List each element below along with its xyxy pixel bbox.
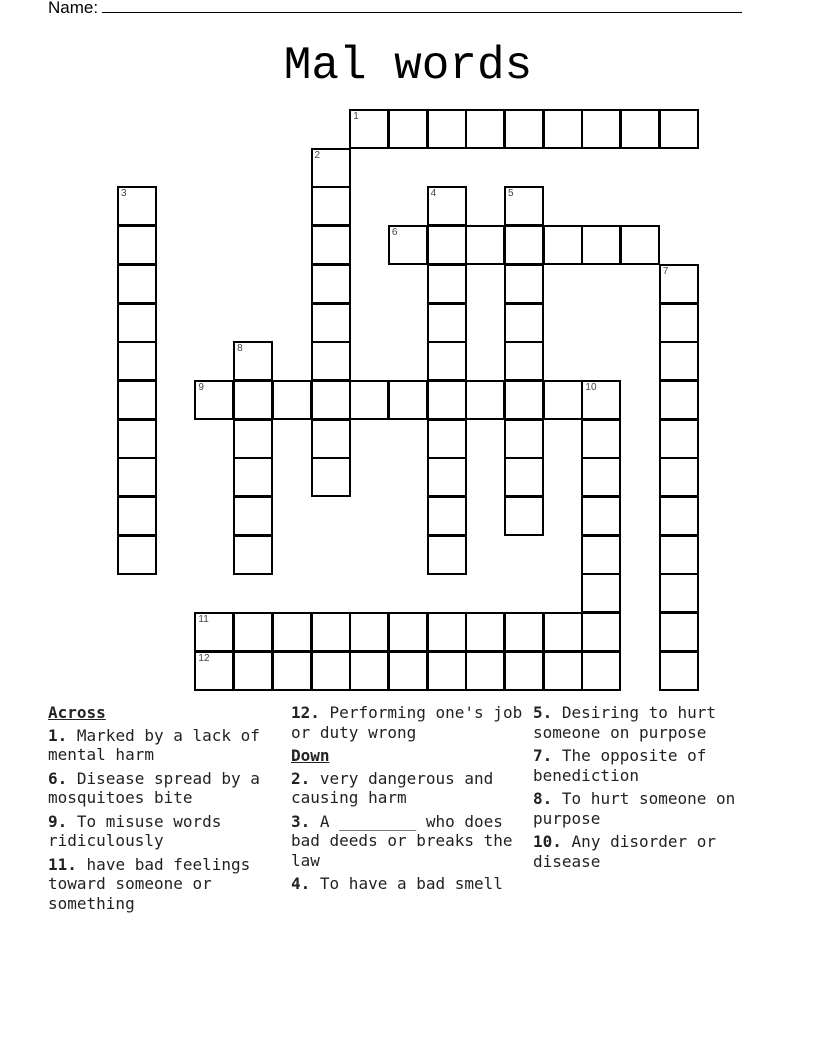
grid-cell[interactable]: [581, 535, 621, 575]
grid-cell[interactable]: [117, 535, 157, 575]
clue-number: 5: [508, 188, 514, 200]
grid-cell[interactable]: [117, 303, 157, 343]
grid-cell[interactable]: [233, 535, 273, 575]
across-clue: [48, 855, 284, 914]
grid-cell[interactable]: [581, 225, 621, 265]
grid-cell[interactable]: [427, 457, 467, 497]
clue-text: To have a bad smell: [319, 874, 503, 893]
grid-cell[interactable]: [311, 225, 351, 265]
down-heading: Down: [291, 746, 330, 765]
grid-cell[interactable]: [465, 225, 505, 265]
grid-cell[interactable]: [117, 457, 157, 497]
grid-cell[interactable]: [581, 109, 621, 149]
grid-cell[interactable]: [233, 651, 273, 691]
clue-num: 9.: [48, 811, 68, 831]
down-clue: [533, 789, 769, 828]
grid-cell[interactable]: [117, 380, 157, 420]
grid-cell[interactable]: [233, 419, 273, 459]
grid-cell[interactable]: [427, 612, 467, 652]
grid-cell[interactable]: [581, 496, 621, 536]
clue-num: 6.: [48, 768, 68, 788]
grid-cell[interactable]: [581, 612, 621, 652]
grid-cell[interactable]: [427, 419, 467, 459]
clue-num: 1.: [48, 725, 68, 745]
grid-cell[interactable]: [504, 457, 544, 497]
clue-num: 4.: [291, 874, 311, 893]
grid-cell[interactable]: [311, 612, 351, 652]
clue-text: To hurt someone on purpose: [533, 789, 736, 828]
grid-cell[interactable]: [620, 225, 660, 265]
clue-number: 11: [198, 614, 209, 626]
grid-cell[interactable]: [233, 457, 273, 497]
grid-cell[interactable]: [427, 264, 467, 304]
name-label: Name:: [48, 0, 99, 17]
down-clue: [291, 874, 527, 894]
grid-cell[interactable]: [581, 457, 621, 497]
grid-cell[interactable]: [504, 225, 544, 265]
across-clue: [48, 812, 284, 851]
grid-cell[interactable]: [194, 651, 234, 691]
clue-text: To misuse words ridiculously: [48, 811, 222, 850]
clue-text: have bad feelings toward someone or something: [48, 854, 251, 913]
grid-cell[interactable]: [311, 148, 351, 188]
grid-cell[interactable]: [659, 380, 699, 420]
grid-cell[interactable]: [311, 419, 351, 459]
down-clue: [533, 746, 769, 785]
clue-num: 7.: [533, 746, 553, 765]
grid-cell[interactable]: [659, 535, 699, 575]
grid-cell[interactable]: [504, 264, 544, 304]
clues-column-2: [291, 703, 527, 898]
grid-cell[interactable]: [465, 380, 505, 420]
clue-num: 10.: [533, 832, 562, 851]
clue-text: The opposite of benediction: [533, 746, 707, 785]
clue-num: 12.: [291, 703, 320, 722]
clue-text: Desiring to hurt someone on purpose: [533, 703, 717, 742]
grid-cell[interactable]: [659, 109, 699, 149]
grid-cell[interactable]: [194, 380, 234, 420]
grid-cell[interactable]: [504, 419, 544, 459]
clue-text: Any disorder or disease: [533, 832, 717, 871]
across-clue: [48, 726, 284, 765]
grid-cell[interactable]: [504, 109, 544, 149]
grid-cell[interactable]: [117, 496, 157, 536]
grid-cell[interactable]: [388, 109, 428, 149]
clues-column-1: [48, 703, 284, 917]
grid-cell[interactable]: [427, 303, 467, 343]
grid-cell[interactable]: [388, 225, 428, 265]
grid-cell[interactable]: [504, 341, 544, 381]
grid-cell[interactable]: [465, 612, 505, 652]
grid-cell[interactable]: [581, 419, 621, 459]
grid-cell[interactable]: [504, 651, 544, 691]
grid-cell[interactable]: [427, 225, 467, 265]
grid-cell[interactable]: [117, 225, 157, 265]
grid-cell[interactable]: [581, 651, 621, 691]
grid-cell[interactable]: [272, 380, 312, 420]
clue-num: 5.: [533, 703, 553, 722]
grid-cell[interactable]: [465, 651, 505, 691]
clue-text: Performing one's job or duty wrong: [291, 703, 523, 742]
grid-cell[interactable]: [349, 612, 389, 652]
grid-cell[interactable]: [427, 380, 467, 420]
grid-cell[interactable]: [388, 612, 428, 652]
grid-cell[interactable]: [388, 380, 428, 420]
grid-cell[interactable]: [117, 341, 157, 381]
down-clue: [533, 832, 769, 871]
clue-num: 8.: [533, 789, 553, 808]
grid-cell[interactable]: [659, 496, 699, 536]
grid-cell[interactable]: [659, 612, 699, 652]
grid-cell[interactable]: [233, 496, 273, 536]
grid-cell[interactable]: [659, 573, 699, 613]
grid-cell[interactable]: [504, 380, 544, 420]
clue-text: Disease spread by a mosquitoes bite: [48, 768, 260, 807]
grid-cell[interactable]: [465, 109, 505, 149]
grid-cell[interactable]: [117, 186, 157, 226]
down-clue: [291, 812, 527, 871]
grid-cell[interactable]: [427, 341, 467, 381]
grid-cell[interactable]: [543, 651, 583, 691]
grid-cell[interactable]: [620, 109, 660, 149]
grid-cell[interactable]: [311, 186, 351, 226]
clue-number: 4: [430, 188, 437, 200]
clue-text: A ________ who does bad deeds or breaks the law: [291, 811, 513, 870]
grid-cell[interactable]: [349, 109, 389, 149]
across-heading: Across: [48, 703, 106, 722]
clues-column-3: [533, 703, 769, 875]
clue-text: very dangerous and causing harm: [291, 768, 494, 807]
grid-cell[interactable]: [659, 651, 699, 691]
grid-cell[interactable]: [659, 419, 699, 459]
clue-number: 10: [585, 381, 597, 393]
clue-num: 2.: [291, 768, 311, 788]
grid-cell[interactable]: [194, 612, 234, 652]
clue-num: 11.: [48, 854, 77, 874]
grid-cell[interactable]: [581, 380, 621, 420]
grid-cell[interactable]: [543, 225, 583, 265]
grid-cell[interactable]: [543, 612, 583, 652]
clue-number: 2: [314, 149, 321, 161]
grid-cell[interactable]: [311, 457, 351, 497]
clue-number: 1: [353, 111, 359, 122]
grid-cell[interactable]: [543, 380, 583, 420]
grid-cell[interactable]: [233, 612, 273, 652]
grid-cell[interactable]: [659, 303, 699, 343]
grid-cell[interactable]: [504, 612, 544, 652]
across-clue: [291, 703, 527, 742]
grid-cell[interactable]: [311, 651, 351, 691]
grid-cell[interactable]: [272, 651, 312, 691]
grid-cell[interactable]: [233, 341, 273, 381]
down-clue: [291, 769, 527, 808]
grid-cell[interactable]: [504, 303, 544, 343]
grid-cell[interactable]: [427, 186, 467, 226]
clue-number: 6: [391, 227, 398, 239]
grid-cell[interactable]: [233, 380, 273, 420]
grid-cell[interactable]: [543, 109, 583, 149]
grid-cell[interactable]: [581, 573, 621, 613]
grid-cell[interactable]: [659, 457, 699, 497]
grid-cell[interactable]: [117, 264, 157, 304]
grid-cell[interactable]: [427, 651, 467, 691]
grid-cell[interactable]: [427, 109, 467, 149]
grid-cell[interactable]: [349, 380, 389, 420]
grid-cell[interactable]: [427, 535, 467, 575]
grid-cell[interactable]: [311, 341, 351, 381]
across-clue: [48, 769, 284, 808]
grid-cell[interactable]: [272, 612, 312, 652]
clue-number: 3: [121, 188, 127, 200]
clue-number: 12: [198, 652, 210, 664]
grid-cell[interactable]: [311, 264, 351, 304]
grid-cell[interactable]: [311, 303, 351, 343]
clue-num: 3.: [291, 811, 311, 831]
grid-cell[interactable]: [388, 651, 428, 691]
down-clue: [533, 703, 769, 742]
grid-cell[interactable]: [504, 186, 544, 226]
grid-cell[interactable]: [311, 380, 351, 420]
clue-number: 8: [237, 343, 243, 355]
clue-text: Marked by a lack of mental harm: [48, 725, 260, 764]
grid-cell[interactable]: [659, 341, 699, 381]
puzzle-title: Mal words: [283, 40, 533, 92]
grid-cell[interactable]: [659, 264, 699, 304]
grid-cell[interactable]: [117, 419, 157, 459]
clue-number: 9: [198, 381, 204, 393]
clue-number: 7: [662, 265, 669, 277]
grid-cell[interactable]: [427, 496, 467, 536]
grid-cell[interactable]: [504, 496, 544, 536]
grid-cell[interactable]: [349, 651, 389, 691]
